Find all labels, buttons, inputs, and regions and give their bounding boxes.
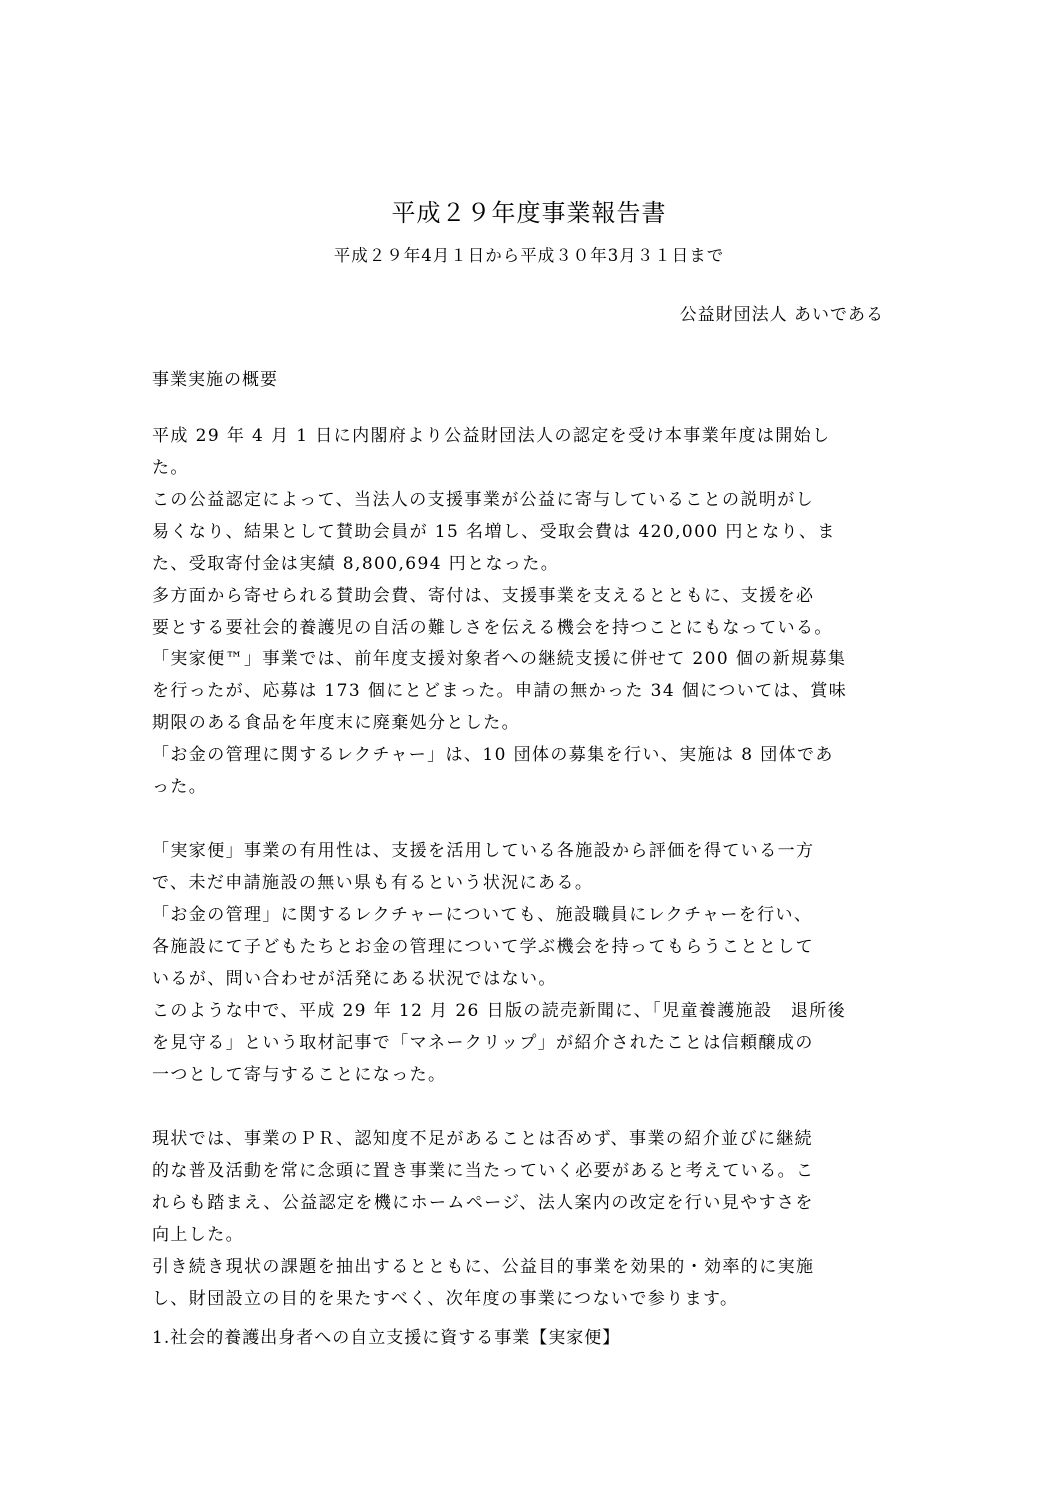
paragraph-line: れらも踏まえ、公益認定を機にホームページ、法人案内の改定を行い見やすさを: [152, 1193, 814, 1213]
paragraph-line: 「お金の管理」に関するレクチャーについても、施設職員にレクチャーを行い、: [152, 905, 813, 925]
paragraph-line: た、受取寄付金は実績 8,800,694 円となった。: [152, 554, 560, 574]
section1-heading: 1.社会的養護出身者への自立支援に資する事業【実家便】: [152, 1328, 621, 1348]
overview-heading: 事業実施の概要: [152, 370, 278, 390]
paragraph-line: 平成 29 年 4 月 1 日に内閣府より公益財団法人の認定を受け本事業年度は開始し: [152, 426, 831, 446]
paragraph-line: この公益認定によって、当法人の支援事業が公益に寄与していることの説明がし: [152, 490, 815, 510]
paragraph-line: 「実家便」事業の有用性は、支援を活用している各施設から評価を得ている一方: [152, 841, 815, 861]
paragraph-line: 現状では、事業のＰＲ、認知度不足があることは否めず、事業の紹介並びに継続: [152, 1129, 814, 1149]
paragraph-line: った。: [152, 777, 208, 797]
paragraph-line: 向上した。: [152, 1225, 244, 1245]
paragraph-line: を行ったが、応募は 173 個にとどまった。申請の無かった 34 個については、賞味: [152, 681, 848, 701]
paragraph-line: 易くなり、結果として賛助会員が 15 名増し、受取会費は 420,000 円となり、ま: [152, 522, 836, 542]
paragraph-usefulness: [152, 835, 912, 1091]
paragraph-line: 期限のある食品を年度末に廃棄処分とした。: [152, 713, 520, 733]
paragraph-line: 引き続き現状の課題を抽出するとともに、公益目的事業を効果的・効率的に実施: [152, 1257, 815, 1277]
paragraph-jikkabin-results: [152, 643, 912, 803]
report-period: 平成２９年4月１日から平成３０年3月３１日まで: [333, 246, 725, 265]
document-title: 平成２９年度事業報告書: [391, 199, 667, 227]
paragraph-current-status: [152, 1123, 912, 1315]
organization-name: 公益財団法人 あいである: [679, 305, 884, 325]
paragraph-line: を見守る」という取材記事で「マネークリップ」が紹介されたことは信頼醸成の: [152, 1033, 814, 1053]
paragraph-line: 的な普及活動を常に念頭に置き事業に当たっていく必要があると考えている。こ: [152, 1161, 815, 1181]
paragraph-line: このような中で、平成 29 年 12 月 26 日版の読売新聞に、「児童養護施設 退所後: [152, 1001, 847, 1021]
paragraph-line: し、財団設立の目的を果たすべく、次年度の事業につないで参ります。: [152, 1289, 739, 1309]
paragraph-line: 一つとして寄与することになった。: [152, 1065, 447, 1085]
paragraph-line: 多方面から寄せられる賛助会費、寄付は、支援事業を支えるとともに、支援を必: [152, 586, 815, 606]
paragraph-line: 各施設にて子どもたちとお金の管理について学ぶ機会を持ってもらうこととして: [152, 937, 815, 957]
paragraph-line: 「お金の管理に関するレクチャー」は、10 団体の募集を行い、実施は 8 団体であ: [152, 745, 834, 765]
paragraph-line: 要とする要社会的養護児の自活の難しさを伝える機会を持つことにもなっている。: [152, 618, 833, 638]
paragraph-accreditation: [152, 420, 912, 644]
paragraph-line: た。: [152, 458, 189, 478]
paragraph-line: で、未だ申請施設の無い県も有るという状況にある。: [152, 873, 594, 893]
paragraph-line: いるが、問い合わせが活発にある状況ではない。: [152, 969, 557, 989]
paragraph-line: 「実家便™」事業では、前年度支援対象者への継続支援に併せて 200 個の新規募集: [152, 649, 847, 669]
